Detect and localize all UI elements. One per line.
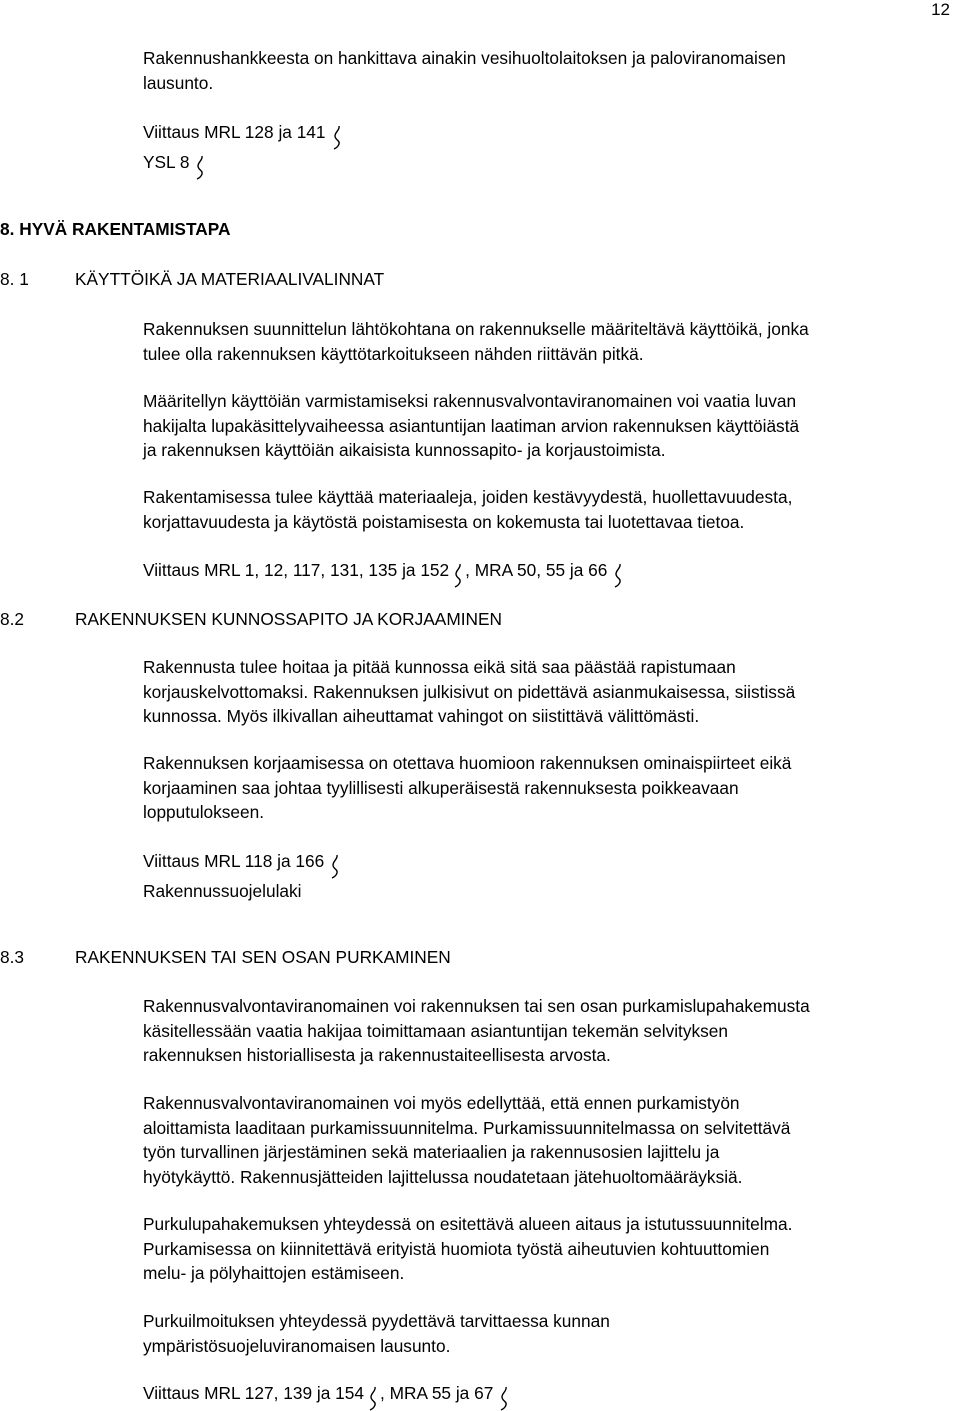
text-line: Rakennusvalvontaviranomainen voi rakennuksen tai sen osan purkamislupahakemusta [143, 996, 810, 1016]
section-sign-icon [332, 124, 342, 150]
paragraph [143, 994, 943, 1068]
chapter-heading: 8. HYVÄ RAKENTAMISTAPA [0, 219, 231, 239]
text-line: Rakennusvalvontaviranomainen voi myös edellyttää, että ennen purkamistyön [143, 1093, 740, 1113]
section-title: RAKENNUKSEN KUNNOSSAPITO JA KORJAAMINEN [75, 609, 503, 629]
paragraph [143, 1309, 943, 1358]
section-heading-8-2 [0, 607, 502, 631]
text-line: ympäristösuojeluviranomaisen lausunto. [143, 1335, 451, 1356]
text-line: Rakennuksen korjaamisessa on otettava huomioon rakennuksen ominaispiirteet eikä [143, 753, 792, 773]
text-line: käsitellessään vaatia hakijaa toimittamaan asiantuntijan tekemän selvityksen [143, 1020, 728, 1041]
text-line: aloittamista laaditaan purkamissuunnitelma. Purkamissuunnitelmassa on selvitettävä [143, 1117, 791, 1138]
section-number: 8.3 [0, 947, 25, 967]
paragraph [143, 751, 943, 825]
section-sign-icon [453, 562, 463, 588]
section-heading-8-1 [0, 267, 384, 291]
reference-text: Viittaus MRL 127, 139 ja 154 [143, 1383, 364, 1403]
text-line: Purkuilmoituksen yhteydessä pyydettävä tarvittaessa kunnan [143, 1311, 610, 1331]
text-line: kunnossa. Myös ilkivallan aiheuttamat vahingot on siistittävä välittömästi. [143, 706, 700, 727]
text-line: melu- ja pölyhaittojen estämiseen. [143, 1263, 405, 1284]
reference-text: Viittaus MRL 1, 12, 117, 131, 135 ja 152 [143, 560, 450, 580]
reference-text: , MRA 50, 55 ja 66 [465, 560, 608, 580]
paragraph [143, 485, 943, 534]
section-heading-8-3 [0, 945, 451, 969]
reference-text: Viittaus MRL 128 ja 141 [143, 122, 326, 142]
section-number: 8. 1 [0, 269, 29, 289]
text-line: ja rakennuksen käyttöiän aikaisista kunnossapito- ja korjaustoimista. [143, 440, 666, 461]
text-line: korjaaminen saa johtaa tyylillisesti alkuperäisestä rakennuksesta poikkeavaan [143, 777, 739, 798]
text-line: Määritellyn käyttöiän varmistamiseksi rakennusvalvontaviranomainen voi vaatia luvan [143, 391, 797, 411]
text-line: Rakentamisessa tulee käyttää materiaaleja, joiden kestävyydestä, huollettavuudesta, [143, 487, 793, 507]
reference-line [143, 150, 943, 180]
text-line: Rakennussuojelulaki [143, 881, 302, 901]
text-line: hakijalta lupakäsittelyvaiheessa asiantuntijan laatiman arvion rakennuksen käyttöiästä [143, 415, 800, 436]
text-line: lausunto. [143, 72, 214, 93]
text-line: Rakennusta tulee hoitaa ja pitää kunnossa eikä sitä saa päästää rapistumaan [143, 657, 736, 677]
section-sign-icon [613, 562, 623, 588]
page-number: 12 [931, 0, 950, 19]
text-line: työn turvallinen järjestäminen sekä materiaalien ja rakennusosien lajittelu ja [143, 1142, 720, 1163]
text-line: tulee olla rakennuksen käyttötarkoitukseen nähden riittävän pitkä. [143, 343, 644, 364]
reference-block [143, 1381, 943, 1411]
reference-block [143, 120, 943, 180]
section-sign-icon [499, 1385, 509, 1411]
reference-text: Viittaus MRL 118 ja 166 [143, 851, 325, 871]
reference-text: , MRA 55 ja 67 [379, 1383, 494, 1403]
section-title: RAKENNUKSEN TAI SEN OSAN PURKAMINEN [75, 947, 451, 967]
reference-block [143, 558, 943, 588]
section-sign-icon [330, 853, 340, 879]
text-line: korjattavuudesta ja käytöstä poistamisesta on kokemusta tai luotettavaa tietoa. [143, 511, 745, 532]
paragraph [143, 389, 943, 463]
paragraph [143, 655, 943, 729]
text-line: korjauskelvottomaksi. Rakennuksen julkisivut on pidettävä asianmukaisessa, siistissä [143, 681, 796, 702]
paragraph [143, 1212, 943, 1286]
reference-line [143, 1381, 943, 1411]
section-sign-icon [195, 154, 205, 180]
reference-line [143, 558, 943, 588]
text-line: Purkamisessa on kiinnitettävä erityistä huomiota työstä aiheutuvien kohtuuttomien [143, 1238, 770, 1259]
text-line: Purkulupahakemuksen yhteydessä on esitettävä alueen aitaus ja istutussuunnitelma. [143, 1214, 793, 1234]
text-line: lopputulokseen. [143, 802, 265, 823]
text-line: hyötykäyttö. Rakennusjätteiden lajittelussa noudatetaan jätehuoltomääräyksiä. [143, 1166, 743, 1187]
text-line: rakennuksen historiallisesta ja rakennustaiteellisesta arvosta. [143, 1045, 611, 1066]
paragraph-statements [143, 46, 943, 95]
section-sign-icon [368, 1385, 378, 1411]
reference-line [143, 849, 943, 879]
paragraph [143, 1091, 943, 1189]
reference-text: YSL 8 [143, 152, 190, 172]
reference-block [143, 849, 943, 904]
text-line: Rakennushankkeesta on hankittava ainakin vesihuoltolaitoksen ja paloviranomaisen [143, 48, 786, 68]
reference-line [143, 120, 943, 150]
paragraph [143, 317, 943, 366]
section-title: KÄYTTÖIKÄ JA MATERIAALIVALINNAT [75, 269, 385, 289]
text-line: Rakennuksen suunnittelun lähtökohtana on rakennukselle määriteltävä käyttöikä, jonka [143, 319, 809, 339]
section-number: 8.2 [0, 609, 25, 629]
